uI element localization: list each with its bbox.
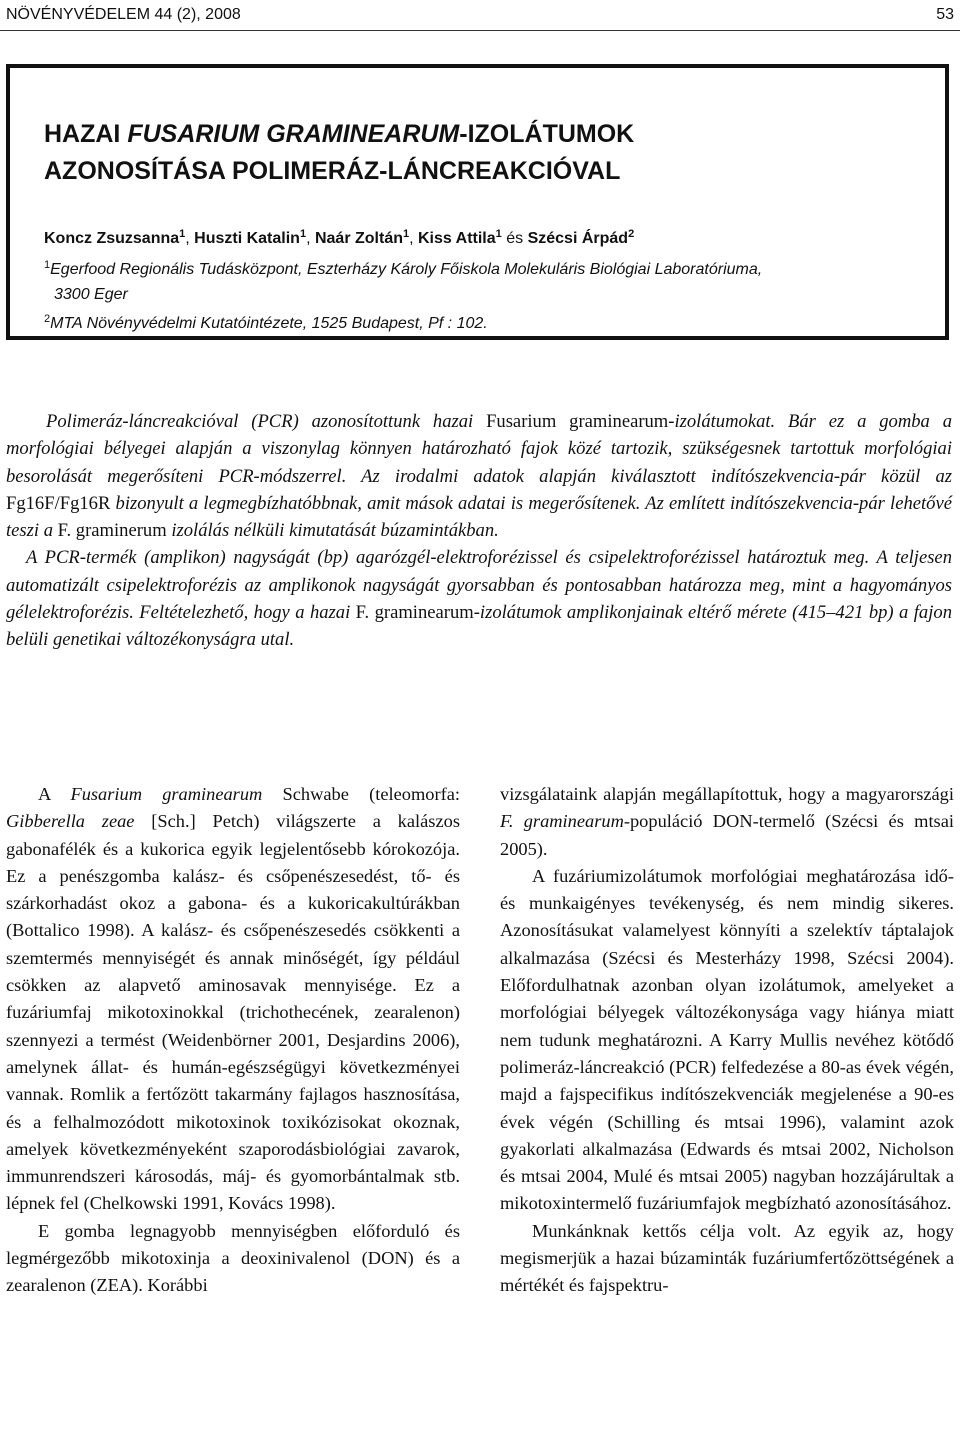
body-text: vizsgálataink alapján megállapítottuk, hogy a magyarországi xyxy=(500,784,954,804)
author-name: Huszti Katalin xyxy=(194,230,300,247)
page-number: 53 xyxy=(936,6,954,23)
author-list xyxy=(44,228,924,250)
author-separator: , xyxy=(306,230,315,247)
author-separator: , xyxy=(409,230,418,247)
body-paragraph: Munkánknak kettős célja volt. Az egyik az, hogy megismerjük a hazai búzaminták fuzáriumfertőzöttségének a mértékét és fajspektru- xyxy=(500,1220,954,1296)
abstract-species: Fusarium graminearum xyxy=(486,411,669,432)
affiliation-2 xyxy=(44,313,924,335)
body-paragraph: E gomba legnagyobb mennyiségben előforduló és legmérgezőbb mikotoxinja a deoxinivalenol (DON) és a zearalenon (ZEA). Korábbi xyxy=(6,1220,460,1296)
abstract-text: bizonyult a legmegbízhatóbbnak, amit mások adatai is megerősítenek. Az említett indítószekvencia-pár lehetővé teszi a xyxy=(6,492,952,542)
body-paragraph xyxy=(6,781,460,1218)
abstract-species: F. graminearum xyxy=(355,602,474,624)
abstract xyxy=(6,408,952,654)
title-prefix: HAZAI xyxy=(44,120,128,148)
affiliation-1-text: Egerfood Regionális Tudásközpont, Eszterházy Károly Főiskola Molekuláris Biológiai Laboratóriuma, xyxy=(50,261,763,278)
author-affiliation-mark: 1 xyxy=(495,228,502,240)
title-line-2: AZONOSÍTÁSA POLIMERÁZ-LÁNCREAKCIÓVAL xyxy=(44,157,621,185)
affiliation-1-city: 3300 Eger xyxy=(54,286,128,303)
body-species: Fusarium graminearum xyxy=(70,784,263,804)
journal-citation: NÖVÉNYVÉDELEM 44 (2), 2008 xyxy=(6,6,241,23)
abstract-text: -izolátumokat. Bár ez a gomba a morfológiai bélyegei alapján a viszonylag könnyen határozható fajok közé tartozik, szükségesnek tartottuk morfológiai besorolását megerősíteni PCR-módszerrel. Az irodalmi adatok alapján kiválasztott indítószekvencia-pár közül az xyxy=(6,411,952,487)
abstract-paragraph-1 xyxy=(6,408,952,544)
affiliation-2-text: MTA Növényvédelmi Kutatóintézete, 1525 Budapest, Pf : 102. xyxy=(50,315,488,332)
abstract-primer-pair: Fg16F/Fg16R xyxy=(6,492,111,514)
body-paragraph: A fuzáriumizolátumok morfológiai meghatározása idő- és munkaigényes tevékenység, és nem mindig sikeres. Azonosításukat valamelyest könnyíti a szelektív táptalajok alkalmazása (Szécsi és Mesterházy 1998, Szécsi 2004). Előfordulhatnak azonban olyan izolátumok, amelyeket a morfológiai bélyegek változékonysága vagy hiánya miatt nem tudunk meghatározni. A Karry Mullis nevéhez kötődő polimeráz-láncreakció (PCR) felfedezése a 80-as évek végén, majd a fajspecifikus indítószekvenciák megjelenése a 90-es évek végén (Schilling és mtsai 1996), valamint azok gyakorlati alkalmazása (Edwards és mtsai 2002, Nicholson és mtsai 2004, Mulé és mtsai 2005) nagyban hozzájárultak a mikotoxintermelő fuzáriumfajok megbízható azonosításához. xyxy=(500,865,954,1214)
running-header xyxy=(6,6,954,30)
abstract-text: Polimeráz-láncreakcióval (PCR) azonosítottunk hazai xyxy=(46,411,487,432)
body-column-right xyxy=(500,781,954,1300)
author-affiliation-mark: 1 xyxy=(402,228,410,240)
article-title xyxy=(44,116,924,190)
author-affiliation-mark: 1 xyxy=(179,228,186,240)
abstract-paragraph-2 xyxy=(6,544,952,653)
author-name: Koncz Zsuzsanna xyxy=(44,230,180,247)
body-text: [Sch.] Petch) világszerte a kalászos gabonafélék és a kukorica egyik legjelentősebb kórokozója. Ez a penészgomba kalász- és csőpenészesedést, tő- és szárkorhadást okoz a gabona- és a kukoricakultúrákban (Bottalico 1998). A kalász- és csőpenészesedés csökkenti a szemtermés mennyiségét és annak minőségét, így például csökken az alapvető aminosavak mennyisége. Ez a fuzáriumfaj mikotoxinokkal (trichothecének, zearalenon) szennyezi a termést (Weidenbörner 2001, Desjardins 2006), amelynek állat- és humán-egészségügyi következményei vannak. Romlik a fertőzött takarmány fajlagos hasznosítása, és a felhalmozódott mikotoxinok toxikózisokat okoznak, amelyek következményeként szaporodásbiológiai zavarok, immunrendszeri károsodás, máj- és gyomorbántalmak stb. lépnek fel (Chelkowski 1991, Kovács 1998). xyxy=(6,811,460,1214)
header-rule xyxy=(0,30,960,31)
abstract-text: A PCR-termék (amplikon) nagyságát (bp) agarózgél-elektroforézissel és csipelektroforézissel határoztuk meg. A teljesen automatizált csipelektroforézis az amplikonok nagyságát gyorsabban és pontosabban határozza meg, mint a hagyományos gélelektroforézis. Feltételezhető, hogy a hazai xyxy=(6,547,952,624)
author-name: Kiss Attila xyxy=(418,230,496,247)
title-species: FUSARIUM GRAMINEARUM xyxy=(127,120,460,148)
title-box xyxy=(6,64,949,340)
author-affiliation-mark: 1 xyxy=(299,228,307,240)
author-affiliation-mark: 2 xyxy=(628,228,635,240)
body-text: A xyxy=(38,784,71,804)
author-separator: és xyxy=(501,230,528,247)
affiliation-1 xyxy=(44,259,924,281)
body-species: F. graminearum xyxy=(500,811,624,832)
abstract-text: -izolátumok amplikonjainak eltérő mérete (415–421 bp) a fajon belüli genetikai változékonyságra utal. xyxy=(6,602,952,651)
body-species: Gibberella zeae xyxy=(6,811,135,832)
body-text: Schwabe (teleomorfa: xyxy=(262,784,460,804)
body-paragraph xyxy=(500,781,954,863)
body-column-left xyxy=(6,781,460,1300)
abstract-species: F. graminerum xyxy=(57,520,167,542)
title-suffix: -IZOLÁTUMOK xyxy=(459,120,635,148)
affiliation-1-mark: 1 xyxy=(44,259,51,271)
abstract-text: izolálás nélküli kimutatását búzamintákban. xyxy=(166,520,499,542)
body-text: -populáció DON-termelő (Szécsi és mtsai 2005). xyxy=(500,811,954,859)
author-name: Naár Zoltán xyxy=(314,230,403,247)
author-name: Szécsi Árpád xyxy=(527,230,629,247)
affiliation-2-mark: 2 xyxy=(44,313,51,325)
author-separator: , xyxy=(185,230,195,247)
